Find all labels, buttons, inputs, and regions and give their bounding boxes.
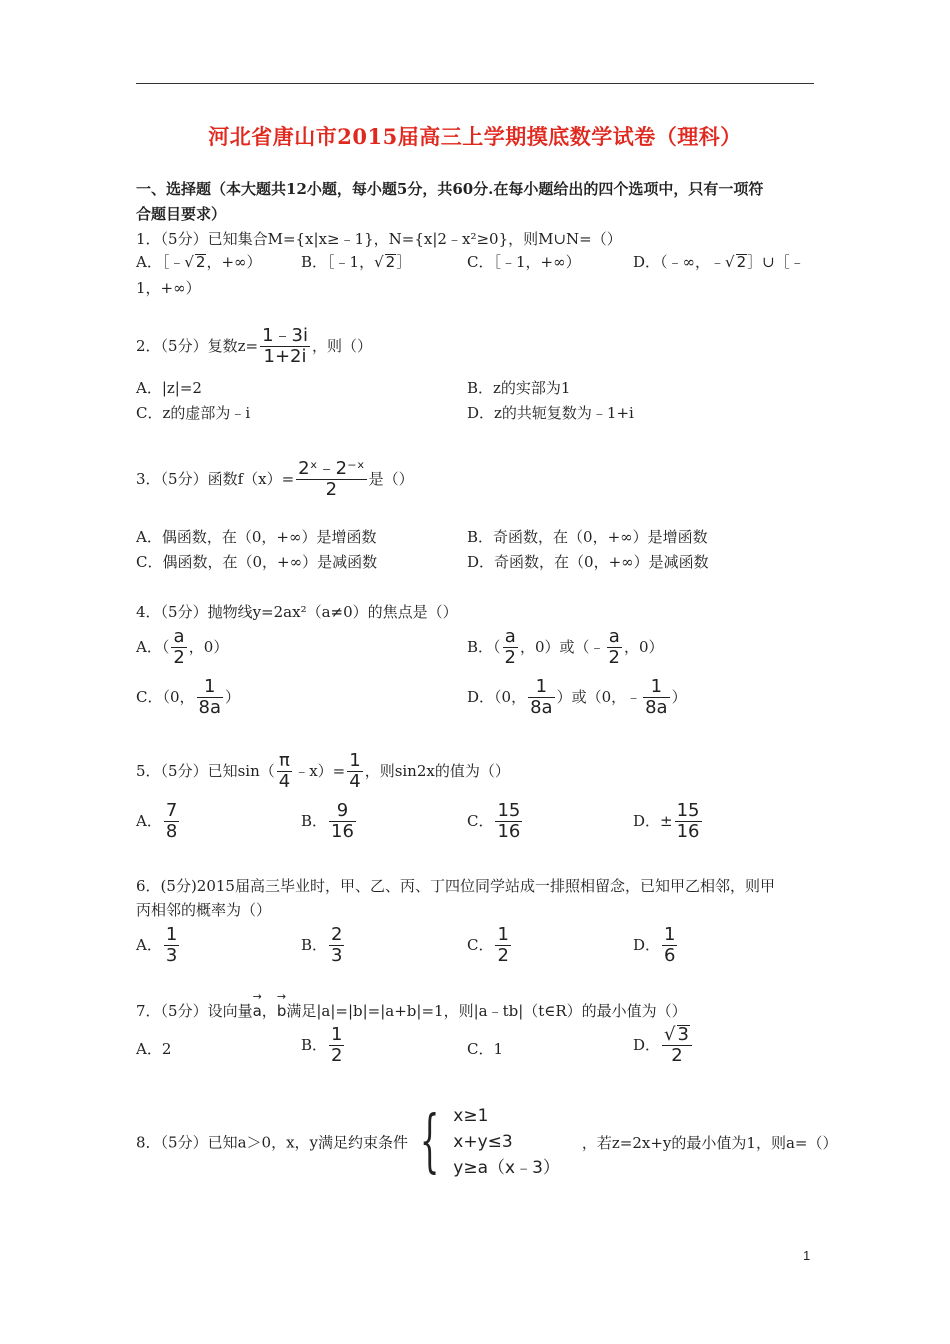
- q4-b-num1: a: [503, 627, 518, 648]
- q3-option-d: D．奇函数，在（0，+∞）是减函数: [467, 553, 709, 571]
- q1-option-c: C．［﹣1，+∞）: [467, 253, 581, 271]
- q3-stem: [136, 459, 414, 500]
- q5-pre: 5．（5分）已知sin（: [136, 761, 275, 780]
- q1-a-post: ，+∞）: [206, 253, 262, 271]
- q4-option-d: [467, 677, 687, 718]
- q4-option-b: [467, 627, 664, 668]
- q6-stem-line2: 丙相邻的概率为（）: [136, 901, 272, 919]
- q4-option-c: [136, 677, 240, 718]
- q1-b-radicand: 2: [385, 253, 396, 271]
- q4-d-frac2: [643, 677, 669, 718]
- q5-c-label: C．: [467, 811, 494, 830]
- q2-num: 1﹣3i: [262, 325, 308, 346]
- q2-fraction: [260, 326, 310, 367]
- q4-c-den: 8a: [198, 696, 222, 718]
- q4-d-mid: ）或（0，﹣: [556, 687, 642, 706]
- q6-option-b: [301, 925, 346, 966]
- q1-option-a: A．［﹣√ 2，+∞）: [136, 253, 262, 271]
- q5-mid: ﹣x）=: [294, 761, 346, 780]
- q6-c-frac: [495, 925, 510, 966]
- q6-d-num: 1: [664, 924, 676, 945]
- q6-b-label: B．: [301, 935, 328, 954]
- page-number: 1: [803, 1248, 811, 1263]
- q4-b-frac1: [503, 627, 518, 668]
- q5-c-den: 16: [497, 820, 521, 842]
- q4-d-den1: 8a: [530, 696, 553, 718]
- q6-a-den: 3: [165, 944, 178, 966]
- q2-post: ，则（）: [311, 336, 372, 355]
- section-heading-line1: 一、选择题（本大题共12小题，每小题5分，共60分.在每小题给出的四个选项中，只有一项符: [136, 180, 764, 198]
- q6-d-label: D．: [633, 935, 661, 954]
- q4-d-post: ）: [671, 687, 687, 706]
- q6-option-a: [136, 925, 181, 966]
- page-title: 河北省唐山市2015届高三上学期摸底数学试卷（理科）: [208, 124, 742, 149]
- q8-pre: 8．（5分）已知a＞0，x，y满足约束条件: [136, 1133, 409, 1152]
- q1-option-d-cont: 1，+∞）: [136, 279, 201, 297]
- q5-b-frac: [329, 801, 356, 842]
- q5-a-frac: [164, 801, 179, 842]
- q4-d-den2: 8a: [645, 696, 668, 718]
- q4-b-post: ，0）: [623, 637, 664, 656]
- q7-b-frac: [329, 1025, 344, 1066]
- q5-a-num: 7: [165, 800, 178, 821]
- q4-b-num2: a: [607, 627, 622, 648]
- q5-a-den: 8: [165, 820, 178, 842]
- q6-option-d: [633, 925, 679, 966]
- q8-constraint-system: [453, 1103, 560, 1181]
- q8-constraint-2: x+y≤3: [453, 1132, 513, 1152]
- q4-option-a: [136, 627, 228, 668]
- q2-pre: 2．（5分）复数z=: [136, 336, 259, 355]
- q7-d-frac: [662, 1025, 692, 1067]
- q2-option-a: A．|z|=2: [136, 379, 202, 397]
- header-rule: [136, 83, 814, 84]
- q4-c-pre: C．（0，: [136, 687, 195, 706]
- q4-a-post: ，0）: [188, 637, 229, 656]
- q5-c-num: 15: [497, 800, 521, 821]
- q6-a-frac: [164, 925, 179, 966]
- q1-option-b: B．［﹣1，√ 2］: [301, 253, 412, 271]
- q4-d-frac1: [528, 677, 554, 718]
- q5-den1: 4: [278, 770, 291, 792]
- q5-post: ，则sin2x的值为（）: [364, 761, 510, 780]
- q7-vector-a: → a: [253, 996, 262, 1020]
- q7-option-a: A．2: [136, 1040, 172, 1058]
- q2-option-c: C．z的虚部为﹣i: [136, 404, 251, 422]
- q7-comma: ，: [261, 1002, 277, 1020]
- q6-c-num: 1: [497, 924, 509, 945]
- q4-stem: 4．（5分）抛物线y=2ax²（a≠0）的焦点是（）: [136, 603, 458, 621]
- q2-stem: [136, 326, 372, 367]
- q4-d-pre: D．（0，: [467, 687, 527, 706]
- q7-condition: 满足|a|=|b|=|a+b|=1，则|a﹣tb|（t∈R）的最小值为（）: [286, 1002, 687, 1020]
- q5-d-num: 15: [676, 800, 700, 821]
- q4-c-frac: [197, 677, 223, 718]
- q6-b-den: 3: [331, 944, 343, 966]
- q5-option-d: [633, 801, 704, 842]
- q1-a-pre: A．［﹣: [136, 253, 185, 271]
- q5-b-num: 9: [329, 801, 356, 822]
- q5-num2: 1: [349, 750, 361, 771]
- brace-symbol: {: [419, 1102, 440, 1181]
- q6-a-num: 1: [165, 924, 178, 945]
- q5-option-a: [136, 801, 181, 842]
- q3-fraction: [296, 459, 366, 500]
- q7-d-den: 2: [671, 1044, 683, 1066]
- q1-a-radicand: 2: [195, 253, 206, 271]
- q5-d-den: 16: [676, 820, 700, 842]
- q5-b-den: 16: [331, 820, 354, 842]
- q8-stem: [136, 1103, 837, 1181]
- q7-stem: [136, 996, 687, 1021]
- q7-b-num: 1: [331, 1024, 343, 1045]
- q1-stem: 1．（5分）已知集合M={x|x≥﹣1}，N={x|2﹣x²≥0}，则M∪N=（）: [136, 230, 622, 248]
- q3-den: 2: [325, 478, 338, 500]
- q5-c-frac: [495, 801, 522, 842]
- q4-b-den2: 2: [608, 646, 620, 668]
- q7-vector-b: → b: [277, 996, 287, 1020]
- q5-stem: [136, 751, 510, 792]
- q3-post: 是（）: [368, 469, 414, 488]
- q4-b-den1: 2: [504, 646, 516, 668]
- q1-d-post: ］∪［﹣: [747, 253, 805, 271]
- q5-frac1: [277, 751, 292, 792]
- q5-option-b: [301, 801, 358, 842]
- q4-d-num2: 1: [643, 677, 669, 698]
- q4-a-pre: A．（: [136, 637, 170, 656]
- q8-post: ，若z=2x+y的最小值为1，则a=（）: [581, 1133, 838, 1152]
- q7-option-b: [301, 1025, 346, 1066]
- q7-option-c: C．1: [467, 1040, 504, 1058]
- q5-num1: π: [277, 751, 292, 772]
- q6-stem-line1: 6．(5分)2015届高三毕业时，甲、乙、丙、丁四位同学站成一排照相留念，已知甲乙相邻，则甲: [136, 877, 775, 895]
- q5-a-label: A．: [136, 811, 162, 830]
- q1-b-post: ］: [396, 253, 412, 271]
- q3-pre: 3．（5分）函数f（x）=: [136, 469, 295, 488]
- q6-b-num: 2: [331, 924, 343, 945]
- q5-d-label: D．±: [633, 811, 673, 830]
- q5-b-label: B．: [301, 811, 328, 830]
- q7-b-den: 2: [331, 1044, 343, 1066]
- q7-b-label: B．: [301, 1035, 328, 1054]
- section-heading-line2: 合题目要求）: [136, 205, 227, 223]
- q3-num: 2ˣ﹣2⁻ˣ: [298, 458, 365, 479]
- q6-d-frac: [662, 925, 677, 966]
- q4-d-num1: 1: [528, 677, 554, 698]
- q4-a-num: a: [171, 627, 186, 648]
- q5-d-frac: [675, 801, 702, 842]
- q6-c-den: 2: [497, 944, 509, 966]
- q7-option-d: [633, 1025, 694, 1067]
- q4-a-den: 2: [173, 646, 185, 668]
- q1-d-pre: D．（﹣∞，﹣: [633, 253, 726, 271]
- q7-d-num: √ 3: [662, 1025, 692, 1046]
- q6-d-den: 6: [664, 944, 676, 966]
- q1-d-radicand: 2: [736, 253, 747, 271]
- q2-den: 1+2i: [263, 345, 307, 367]
- q4-c-num: 1: [197, 677, 223, 698]
- q5-option-c: [467, 801, 524, 842]
- q6-option-c: [467, 925, 513, 966]
- q1-b-pre: B．［﹣1，: [301, 253, 375, 271]
- q6-a-label: A．: [136, 935, 162, 954]
- q5-frac2: [347, 751, 362, 792]
- q3-option-c: C．偶函数，在（0，+∞）是减函数: [136, 553, 378, 571]
- q4-a-frac: [171, 627, 186, 668]
- q8-constraint-3: y≥a（x﹣3）: [453, 1158, 560, 1178]
- q6-b-frac: [329, 925, 344, 966]
- q3-option-a: A．偶函数，在（0，+∞）是增函数: [136, 528, 377, 546]
- q4-c-post: ）: [225, 687, 241, 706]
- q2-option-d: D．z的共轭复数为﹣1+i: [467, 404, 634, 422]
- q3-option-b: B．奇函数，在（0，+∞）是增函数: [467, 528, 708, 546]
- q8-constraint-1: x≥1: [453, 1106, 489, 1126]
- q4-b-frac2: [607, 627, 622, 668]
- q7-d-label: D．: [633, 1035, 661, 1054]
- q2-option-b: B．z的实部为1: [467, 379, 571, 397]
- q5-den2: 4: [349, 770, 361, 792]
- q1-option-d: D．（﹣∞，﹣√ 2］∪［﹣: [633, 253, 805, 271]
- q4-b-mid: ，0）或（﹣: [519, 637, 605, 656]
- q4-b-pre: B．（: [467, 637, 501, 656]
- q6-c-label: C．: [467, 935, 494, 954]
- q7-pre: 7．（5分）设向量: [136, 1002, 253, 1020]
- q7-d-radicand: 3: [677, 1024, 689, 1045]
